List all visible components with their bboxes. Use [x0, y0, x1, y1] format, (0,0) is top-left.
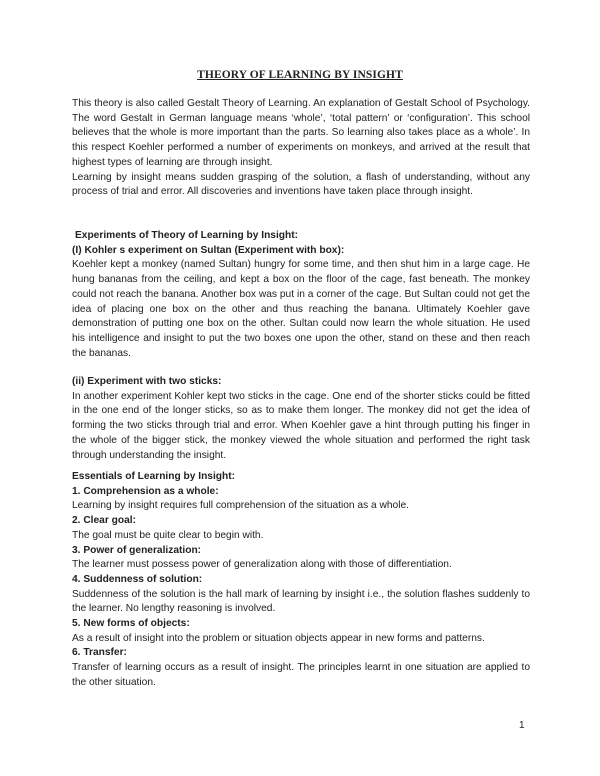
essential-6-heading: 6. Transfer:	[72, 647, 127, 659]
experiments-heading: Experiments of Theory of Learning by Insight:	[75, 230, 299, 241]
page-number: 1	[519, 720, 525, 731]
essential-4-text: Suddenness of the solution is the hall mark of learning by insight i.e., the solution flashes suddenly to the learner. No lengthy reasoning is involved.	[72, 588, 530, 615]
experiments-section	[72, 229, 530, 361]
experiment-2-heading: (ii) Experiment with two sticks:	[72, 376, 222, 387]
essential-3-text: The learner must possess power of generalization along with those of differentiation.	[72, 559, 452, 571]
intro-paragraph-2: Learning by insight means sudden grasping of the solution, a flash of understanding, without any process of trial and error. All discoveries and inventions have taken place through insight.	[72, 171, 530, 198]
experiment-1-heading: (I) Kohler s experiment on Sultan (Experiment with box):	[72, 244, 345, 256]
essential-2-text: The goal must be quite clear to begin with.	[72, 529, 264, 541]
experiment-2-text: In another experiment Kohler kept two sticks in the cage. One end of the shorter sticks could be fitted in the one end of the longer sticks, so as to make them longer. The monkey did not get the idea of forming the two sticks through trial and error. When Koehler gave a hint through putting his finger in the whole of the bigger stick, the monkey viewed the whole situation and performed the right task through understanding the insight.	[72, 390, 530, 461]
essential-5-text: As a result of insight into the problem or situation objects appear in new forms and patterns.	[72, 632, 485, 644]
document-title: THEORY OF LEARNING BY INSIGHT	[197, 69, 403, 81]
intro-section	[72, 97, 530, 200]
essential-4-heading: 4. Suddenness of solution:	[72, 573, 203, 585]
essential-3-heading: 3. Power of generalization:	[72, 544, 202, 556]
essential-2-heading: 2. Clear goal:	[72, 515, 136, 527]
intro-paragraph-1: This theory is also called Gestalt Theory of Learning. An explanation of Gestalt School of Psychology. The word Gestalt in German language means ‘whole’, ‘total pattern’ or ‘configuration’. This school believes that the whole is more important than the parts. So learning also takes place as a whole’. In this respect Koehler performed a number of experiments on monkeys, and arrived at the result that highest types of learning are through insight.	[72, 98, 530, 168]
essential-5-heading: 5. New forms of objects:	[72, 618, 190, 630]
essentials-heading: Essentials of Learning by Insight:	[72, 471, 236, 482]
essential-1-heading: 1. Comprehension as a whole:	[72, 485, 219, 497]
experiment-1-text: Koehler kept a monkey (named Sultan) hungry for some time, and then shut him in a large cage. He hung bananas from the ceiling, and kept a box on the floor of the cage, fast beneath. The monkey could not reach the banana. Another box was put in a corner of the cage. But Sultan could not get the idea of placing one box on the other and thus reaching the banana. Ultimately Koehler gave demonstration of putting one box on the other. Sultan could now learn the whole situation. He used his intelligence and insight to put the two boxes one upon the other, stand on these and then reach the bananas.	[72, 259, 530, 359]
essential-6-text: Transfer of learning occurs as a result of insight. The principles learnt in one situation are applied to the other situation.	[72, 662, 530, 688]
essentials-section	[72, 470, 530, 691]
essential-1-text: Learning by insight requires full comprehension of the situation as a whole.	[72, 500, 409, 512]
experiment-2-section	[72, 375, 530, 463]
